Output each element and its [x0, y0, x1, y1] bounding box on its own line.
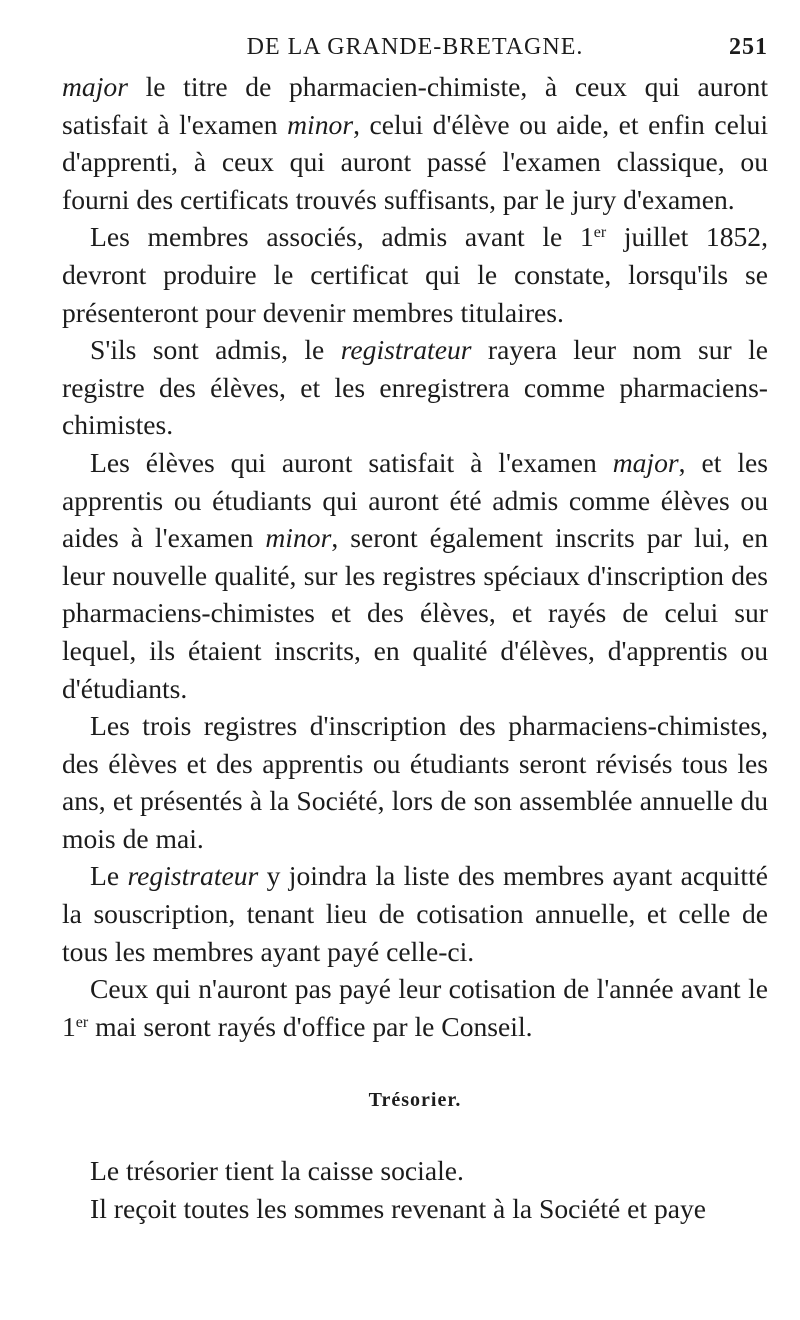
text-run: , et les apprentis ou étudiants qui auront été admis comme élèves ou aides à l'examen [62, 446, 769, 554]
running-title: DE LA GRANDE-BRETAGNE. [246, 34, 584, 60]
text-run: Il reçoit toutes les sommes revenant à la Société et paye [90, 1193, 707, 1225]
superscript: er [75, 1013, 89, 1031]
book-page [62, 28, 768, 1228]
paragraph-students [62, 444, 768, 707]
page-number: 251 [729, 34, 768, 60]
text-run: Ceux qui n'auront pas payé leur cotisation de l'année avant le 1 [62, 973, 768, 1042]
paragraph-associated-members [62, 218, 768, 331]
text-run: , celui d'élève ou aide, et enfin celui d'apprenti, à ceux qui auront passé l'examen classique, ou fourni des certificats trouvés suffisants, par le jury d'examen. [62, 108, 768, 215]
paragraph-registers [62, 707, 768, 857]
italic-term: registrateur [340, 334, 472, 366]
text-run: y joindra la liste des membres ayant acquitté la souscription, tenant lieu de cotisation annuelle, et celle de tous les membres ayant payé celle-ci. [62, 860, 768, 967]
running-header [62, 28, 768, 68]
paragraph-treasurer-cash [62, 1152, 768, 1190]
paragraph-unpaid-dues [62, 970, 768, 1045]
text-run: Le trésorier tient la caisse sociale. [90, 1155, 464, 1187]
text-run: Les membres associés, admis avant le 1 [90, 221, 594, 253]
section-heading: Trésorier. [368, 1089, 462, 1112]
italic-term: minor [287, 108, 354, 140]
text-run: Les élèves qui auront satisfait à l'examen [90, 446, 613, 478]
italic-term: minor [265, 522, 332, 554]
text-run: Le [90, 860, 128, 892]
superscript: er [593, 224, 607, 242]
text-run: , seront également inscrits par lui, en leur nouvelle qualité, sur les registres spéciaux d'inscription des pharmaciens-chimistes et des élèves, et rayés de celui sur lequel, ils étaient inscrits, en qualité d'élèves, d'apprentis ou d'étudiants. [62, 522, 769, 704]
text-run: le titre de pharmacien-chimiste, à ceux qui auront satisfait à l'examen [62, 71, 768, 140]
text-run: mai seront rayés d'office par le Conseil. [88, 1010, 533, 1042]
text-run: Les trois registres d'inscription des pharmaciens-chimistes, des élèves et des apprentis ou étudiants seront révisés tous les ans, et présentés à la Société, lors de son assemblée annuelle du mois de mai. [62, 710, 768, 854]
paragraph-treasurer-receipts [62, 1190, 768, 1228]
text-run: S'ils sont admis, le [90, 334, 341, 366]
paragraph-admission [62, 331, 768, 444]
text-run: rayera leur nom sur le registre des élèves, et les enregistrera comme pharmaciens-chimistes. [62, 334, 768, 441]
text-run: juillet 1852, devront produire le certificat qui le constate, lorsqu'ils se présenteront pour devenir membres titulaires. [62, 221, 769, 328]
paragraph-registrar-list [62, 857, 768, 970]
italic-term: major [62, 71, 128, 102]
paragraph-continuation [62, 68, 768, 218]
body-text [62, 68, 768, 1228]
italic-term: major [612, 446, 679, 478]
italic-term: registrateur [127, 860, 259, 892]
